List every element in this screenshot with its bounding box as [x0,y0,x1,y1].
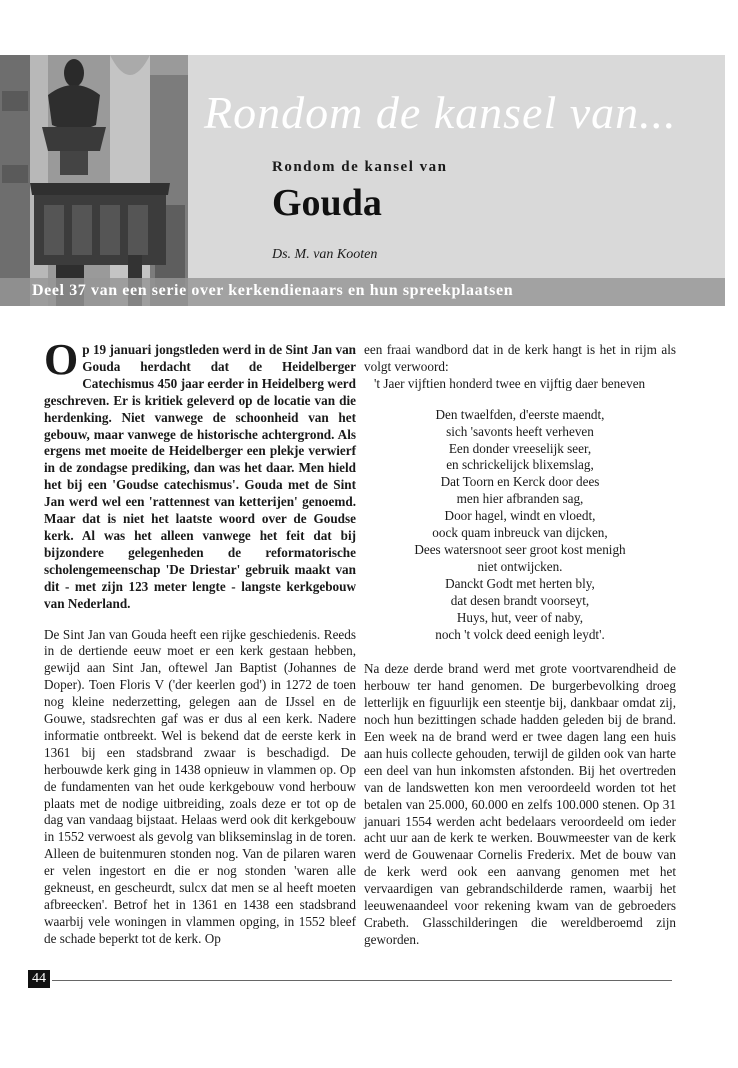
poem [364,407,676,644]
poem-line: Een donder vreeselijk seer, [448,440,592,456]
poem-line: noch 't volck deed eenigh leydt'. [435,626,605,642]
poem-line: niet ontwijcken. [477,558,563,574]
poem-line: dat desen brandt voorseyt, [450,592,590,608]
poem-line: sich 'savonts heeft verheven [446,423,594,439]
body-paragraph: De Sint Jan van Gouda heeft een rijke geschiedenis. Reeds in de dertiende eeuw moet er een kerk gestaan hebben, gewijd aan Sint Jan, oftewel Jan Baptist (Johannes de Doper). Toen Floris V ('der keerlen god') in 1272 de toen nog kleine nederzetting, gelegen aan de IJssel en de Gouwe, stadsrechten gaf was er dus al een kerk. Nadere informatie ontbreekt. Wel is bekend dat de eerste kerk in 1361 bij een stadsbrand zwaar is beschadigd. De herbouwde kerk ging in 1438 opnieuw in vlammen op. Op de fundamenten van het oude kerkgebouw vond herbouw plaats met de nodige uitbreiding, zoals deze er tot op de dag van vandaag bijstaat. Helaas werd ook dit kerkgebouw in 1552 verwoest als gevolg van blikseminslag in de toren. Alleen de buitenmuren stonden nog. Van de pilaren waren er velen ingestort en die er nog stonden 'waren alle gekneust, en gescheurdt, sulcx dat men se al heeft moeten afbreecken'. Betrof het in 1361 en 1438 een stadsbrand waarbij vele woningen in vlammen opging, in 1552 bleef de schade beperkt tot de kerk. Op [44,626,356,946]
drop-cap: O [44,335,79,384]
pulpit-illustration [0,55,188,306]
footer-rule [52,980,672,981]
poem-line: men hier afbranden sag, [456,491,584,507]
poem-line: en schrickelijck blixemslag, [446,457,594,473]
poem-first-line: 't Jaer vijftien honderd twee en vijftig daer beneven [374,375,646,391]
page-title: Gouda [272,182,382,224]
poem-line: Door hagel, windt en vloedt, [444,508,596,524]
right-column [364,342,676,963]
script-series-title: Rondom de kansel van... [204,87,677,138]
series-caption: Deel 37 van een serie over kerkendienaars en hun spreekplaatsen [32,282,514,299]
poem-line: Danckt Godt met herten bly, [445,575,595,591]
poem-line: oock quam inbreuck van dijcken, [432,525,608,541]
intro-text: p 19 januari jongstleden werd in de Sint Jan van Gouda herdacht dat de Heidelberger Catechismus 450 jaar eerder in Heidelberg werd geschreven. Er is kritiek geleverd op de locatie van die herdenking. Niet vanwege de schoonheid van het gebouw, maar vanwege de historische achtergrond. Als ergens met moeite de Heidelberger een plekje verwierf in de zondagse prediking, dan was het daar. Men hield het bij een 'Goudse catechismus'. Gouda met de Sint Jan werd wel een 'rattennest van ketterijen' genoemd. Maar dat is niet het laatste woord over de Goudse kerk. Al was het alleen vanwege het feit dat bij bijzondere gelegenheden de reformatorische scholengemeenschap 'De Driestar' gebruik maakt van dit - met zijn 123 meter lengte - langste kerkgebouw van Nederland. [44,342,356,611]
poem-line: Den twaelfden, d'eerste maendt, [435,406,605,422]
body-paragraph: Na deze derde brand werd met grote voortvarendheid de herbouw ter hand genomen. De burgerbevolking droeg letterlijk en figuurlijk een steentje bij, dankbaar omdat zij, noch hun bezittingen schade hadden geleden bij de brand. Een week na de brand werd er twee dagen lang een huis aan huis collecte gehouden, terwijl de gilden ook van harte een deel van hun inkomsten afstonden. Bij het overtreden van de landswetten kon men veroordeeld worden tot het betalen van 25.000, 60.000 en zelfs 100.000 stenen. Op 31 januari 1554 werden acht bedelaars veroordeeld om ieder acht uur aan de kerk te werken. Bouwmeester van de kerk werd de Gouwenaar Cornelis Frederix. Met de bouw van de kerk werd ook een aanvang genomen met het vervaardigen van gebrandschilderde ramen, waarbij het leeuwenaandeel voor rekening kwam van de gebroeders Crabeth. Glasschilderingen die wereldberoemd zijn geworden. [364,661,676,947]
kicker: Rondom de kansel van [272,159,448,175]
poem-line: Dat Toorn en Kerck door dees [440,474,600,490]
intro-paragraph [44,335,356,613]
left-column [44,335,356,962]
poem-line: Dees watersnoot seer groot kost menigh [414,541,626,557]
body-paragraph: een fraai wandbord dat in de kerk hangt is het in rijm als volgt verwoord: [364,342,676,374]
author-byline: Ds. M. van Kooten [272,247,378,262]
page-number: 44 [28,970,50,988]
poem-line: Huys, hut, veer of naby, [456,609,584,625]
pulpit-photo [0,55,188,306]
